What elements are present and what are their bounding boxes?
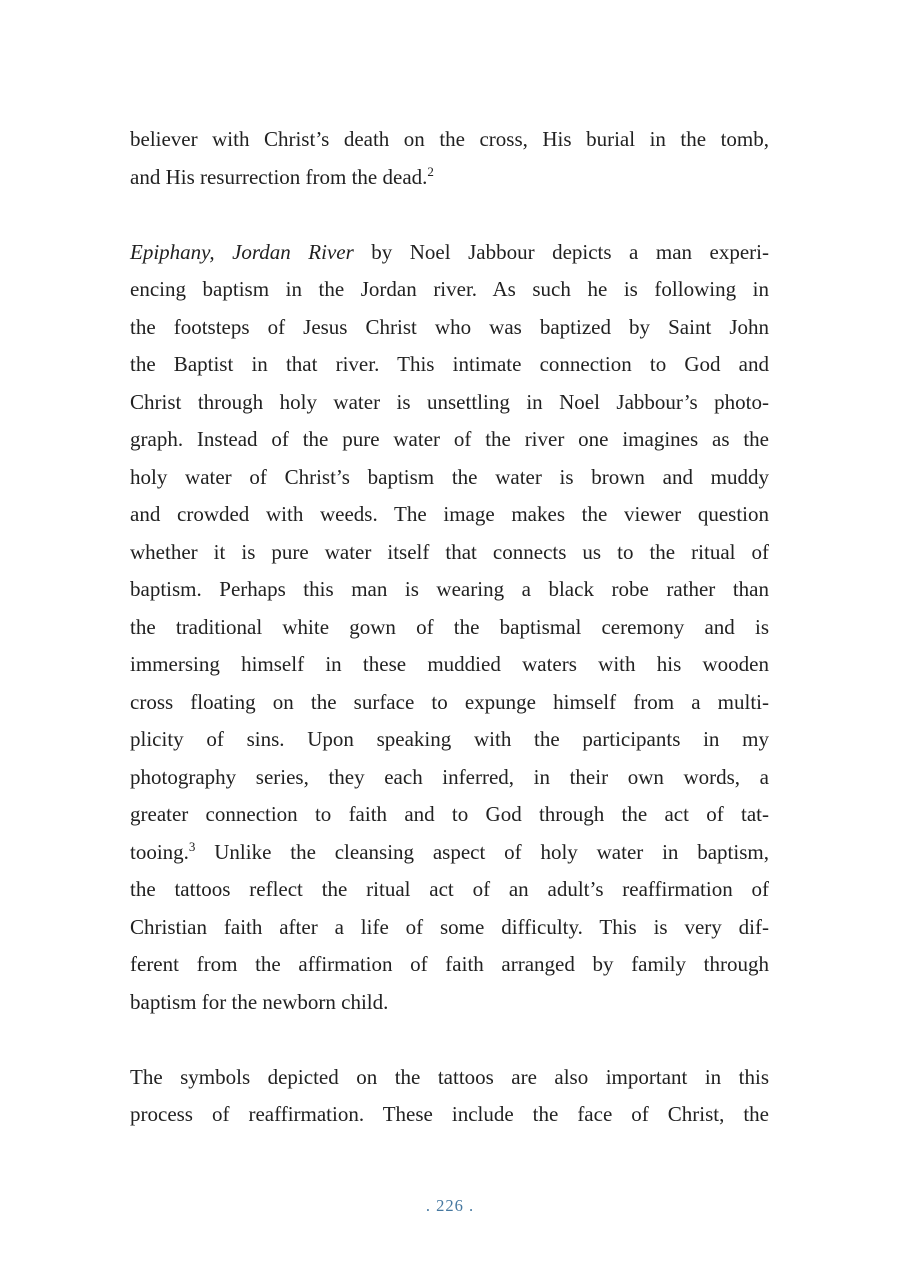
text-line: baptism. Perhaps this man is wearing a black robe rather than xyxy=(130,577,769,601)
footnote-marker: 3 xyxy=(188,838,196,854)
text-line: encing baptism in the Jordan river. As such he is following in xyxy=(130,277,769,301)
text-line: baptism for the newborn child. xyxy=(130,989,389,1014)
text-line: process of reaffirmation. These include the face of Christ, the xyxy=(130,1102,769,1126)
text-line: and His resurrection from the dead.$^2$ xyxy=(130,163,434,189)
text-line: tooing.$^3$ Unlike the cleansing aspect of holy water in baptism, xyxy=(130,838,769,864)
text-line: the tattoos reflect the ritual act of an adult’s reaffirmation of xyxy=(130,877,769,901)
text-line: the Baptist in that river. This intimate connection to God and xyxy=(130,352,769,376)
text-line: Christ through holy water is unsettling in Noel Jabbour’s photo- xyxy=(130,389,769,414)
text-line: whether it is pure water itself that connects us to the ritual of xyxy=(130,539,769,564)
text-line: Epiphany, Jordan River by Noel Jabbour depicts a man experi- xyxy=(130,239,769,264)
text-line: the traditional white gown of the baptismal ceremony and is xyxy=(130,614,769,639)
text-line: greater connection to faith and to God through the act of tat- xyxy=(130,802,769,826)
footnote-marker: 2 xyxy=(427,163,434,179)
text-line: graph. Instead of the pure water of the river one imagines as the xyxy=(130,427,769,451)
text-line: the footsteps of Jesus Christ who was baptized by Saint John xyxy=(130,314,769,339)
paragraph xyxy=(130,1059,769,1134)
text-line: cross floating on the surface to expunge himself from a multi- xyxy=(130,689,769,714)
paragraph xyxy=(130,121,769,196)
text-line: and crowded with weeds. The image makes the viewer question xyxy=(130,502,769,526)
text-block xyxy=(130,121,769,1134)
text-line: plicity of sins. Upon speaking with the participants in my xyxy=(130,727,769,751)
text-line: The symbols depicted on the tattoos are also important in this xyxy=(130,1064,769,1089)
text-line: immersing himself in these muddied waters with his wooden xyxy=(130,652,769,676)
text-line: ferent from the affirmation of faith arranged by family through xyxy=(130,952,769,976)
text-line: photography series, they each inferred, in their own words, a xyxy=(130,764,769,789)
text-line: holy water of Christ’s baptism the water is brown and muddy xyxy=(130,464,769,489)
page-number: . 226 . xyxy=(425,1196,475,1215)
paragraph xyxy=(130,234,769,1022)
text-line: believer with Christ’s death on the cross, His burial in the tomb, xyxy=(130,127,769,151)
text-line: Christian faith after a life of some difficulty. This is very dif- xyxy=(130,914,769,939)
